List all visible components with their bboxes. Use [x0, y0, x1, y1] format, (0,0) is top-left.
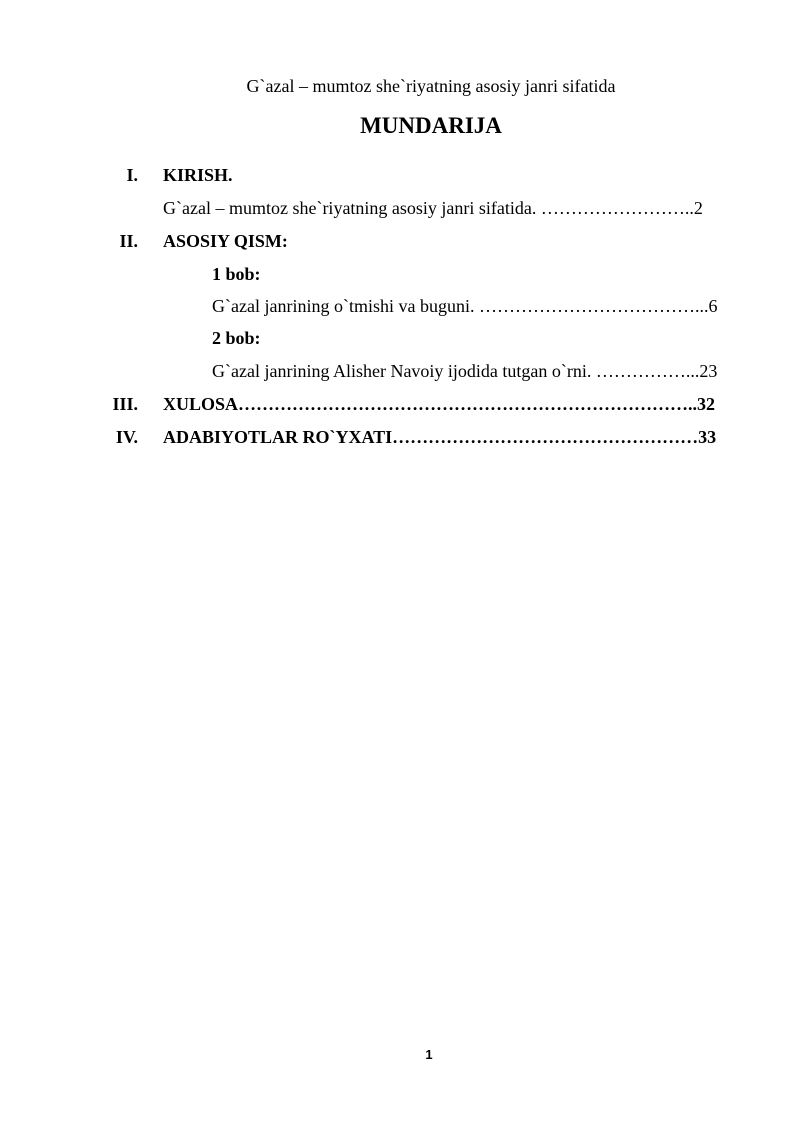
- toc-chapter1-entry: G`azal janrining o`tmishi va buguni. ………………………………...6: [212, 296, 718, 316]
- toc-entry-references: ADABIYOTLAR RO`YXATI……………………………………………33: [163, 427, 717, 447]
- toc-section-main-title: ASOSIY QISM:: [163, 231, 288, 251]
- toc-chapter2-entry: G`azal janrining Alisher Navoiy ijodida tutgan o`rni. ……………...23: [212, 361, 718, 381]
- page-number: 1: [425, 1047, 433, 1062]
- document-subtitle: G`azal – mumtoz she`riyatning asosiy janri sifatida: [246, 76, 616, 96]
- toc-entry-intro: G`azal – mumtoz she`riyatning asosiy janri sifatida. ……………………..2: [163, 198, 703, 218]
- toc-chapter1-label: 1 bob:: [212, 264, 261, 284]
- toc-numeral-conclusion: III.: [112, 394, 138, 414]
- toc-chapter2-label: 2 bob:: [212, 328, 261, 348]
- toc-heading: MUNDARIJA: [360, 113, 502, 138]
- toc-entry-conclusion: XULOSA…………………………………………………………………..32: [163, 394, 716, 414]
- toc-numeral-main: II.: [119, 231, 138, 251]
- toc-section-intro-title: KIRISH.: [163, 165, 233, 185]
- toc-numeral-intro: I.: [126, 165, 138, 185]
- toc-numeral-references: IV.: [115, 427, 138, 447]
